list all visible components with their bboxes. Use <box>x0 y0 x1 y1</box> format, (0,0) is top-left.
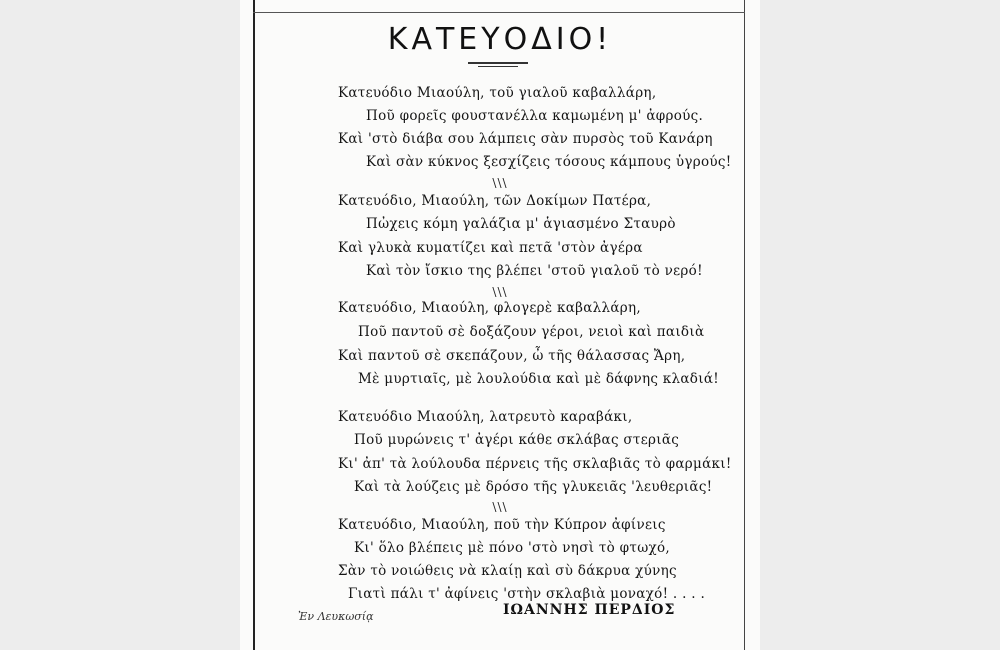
page-border-top <box>253 12 745 13</box>
title-underline-thin <box>478 66 518 67</box>
stanza-4-line-1: Κατευόδιο Μιαούλη, λατρευτὸ καραβάκι, <box>338 409 633 425</box>
stanza-3-line-3: Καὶ παντοῦ σὲ σκεπάζουν, ὦ τῆς θάλασσας Ἄρη, <box>338 348 686 364</box>
stanza-1-line-2: Ποῦ φορεῖς φουστανέλλα καμωμένη μ' ἀφρούς. <box>366 108 704 124</box>
stanza-1-line-4: Καὶ σὰν κύκνος ξεσχίζεις τόσους κάμπους ὑγρούς! <box>366 154 732 170</box>
stanza-1-line-1: Κατευόδιο Μιαούλη, τοῦ γιαλοῦ καβαλλάρη, <box>338 85 657 101</box>
title-underline <box>468 62 528 64</box>
stanza-separator: \\\ <box>492 500 508 514</box>
newspaper-page <box>240 0 760 650</box>
stanza-4-line-4: Καὶ τὰ λούζεις μὲ δρόσο τῆς γλυκειᾶς 'λευθεριᾶς! <box>354 479 713 495</box>
stanza-5-line-1: Κατευόδιο, Μιαούλη, ποῦ τὴν Κύπρον ἀφίνεις <box>338 517 666 533</box>
stanza-3-line-2: Ποῦ παντοῦ σὲ δοξάζουν γέροι, νειοὶ καὶ παιδιὰ <box>358 324 705 340</box>
author-signature: ΙΩΑΝΝΗΣ ΠΕΡΔΙΟΣ <box>503 602 676 618</box>
stanza-1-line-3: Καὶ 'στὸ διάβα σου λάμπεις σὰν πυρσὸς τοῦ Κανάρη <box>338 131 713 147</box>
stanza-2-line-1: Κατευόδιο, Μιαούλη, τῶν Δοκίμων Πατέρα, <box>338 193 652 209</box>
page-border-right <box>744 0 745 650</box>
stanza-3-line-1: Κατευόδιο, Μιαούλη, φλογερὲ καβαλλάρη, <box>338 300 642 316</box>
right-margin-background <box>760 0 1000 650</box>
stanza-5-line-4: Γιατὶ πάλι τ' ἀφίνεις 'στὴν σκλαβιὰ μοναχό! . . . . <box>348 586 706 602</box>
stanza-5-line-3: Σὰν τὸ νοιώθεις νὰ κλαίῃ καὶ σὺ δάκρυα χύνης <box>338 563 677 579</box>
stanza-separator: \\\ <box>492 285 508 299</box>
page-border-left <box>253 0 255 650</box>
stanza-3-line-4: Μὲ μυρτιαῖς, μὲ λουλούδια καὶ μὲ δάφνης κλαδιά! <box>358 371 719 387</box>
stanza-5-line-2: Κι' ὅλο βλέπεις μὲ πόνο 'στὸ νησὶ τὸ φτωχό, <box>354 540 671 556</box>
stanza-2-line-2: Πὠχεις κόμη γαλάζια μ' ἁγιασμένο Σταυρὸ <box>366 216 676 232</box>
stanza-4-line-3: Κι' ἀπ' τὰ λούλουδα πέρνεις τῆς σκλαβιᾶς τὸ φαρμάκι! <box>338 456 732 472</box>
left-margin-background <box>0 0 240 650</box>
poem-title: ΚΑΤΕΥΟΔΙΟ! <box>387 22 613 57</box>
stanza-4-line-2: Ποῦ μυρώνεις τ' ἀγέρι κάθε σκλάβας στεριᾶς <box>354 432 680 448</box>
stanza-separator: \\\ <box>492 176 508 190</box>
stanza-2-line-4: Καὶ τὸν ἴσκιο της βλέπει 'στοῦ γιαλοῦ τὸ νερό! <box>366 263 703 279</box>
stanza-2-line-3: Καὶ γλυκὰ κυματίζει καὶ πετᾶ 'στὸν ἀγέρα <box>338 240 643 256</box>
place-dateline: Ἐν Λευκωσίᾳ <box>298 610 374 623</box>
